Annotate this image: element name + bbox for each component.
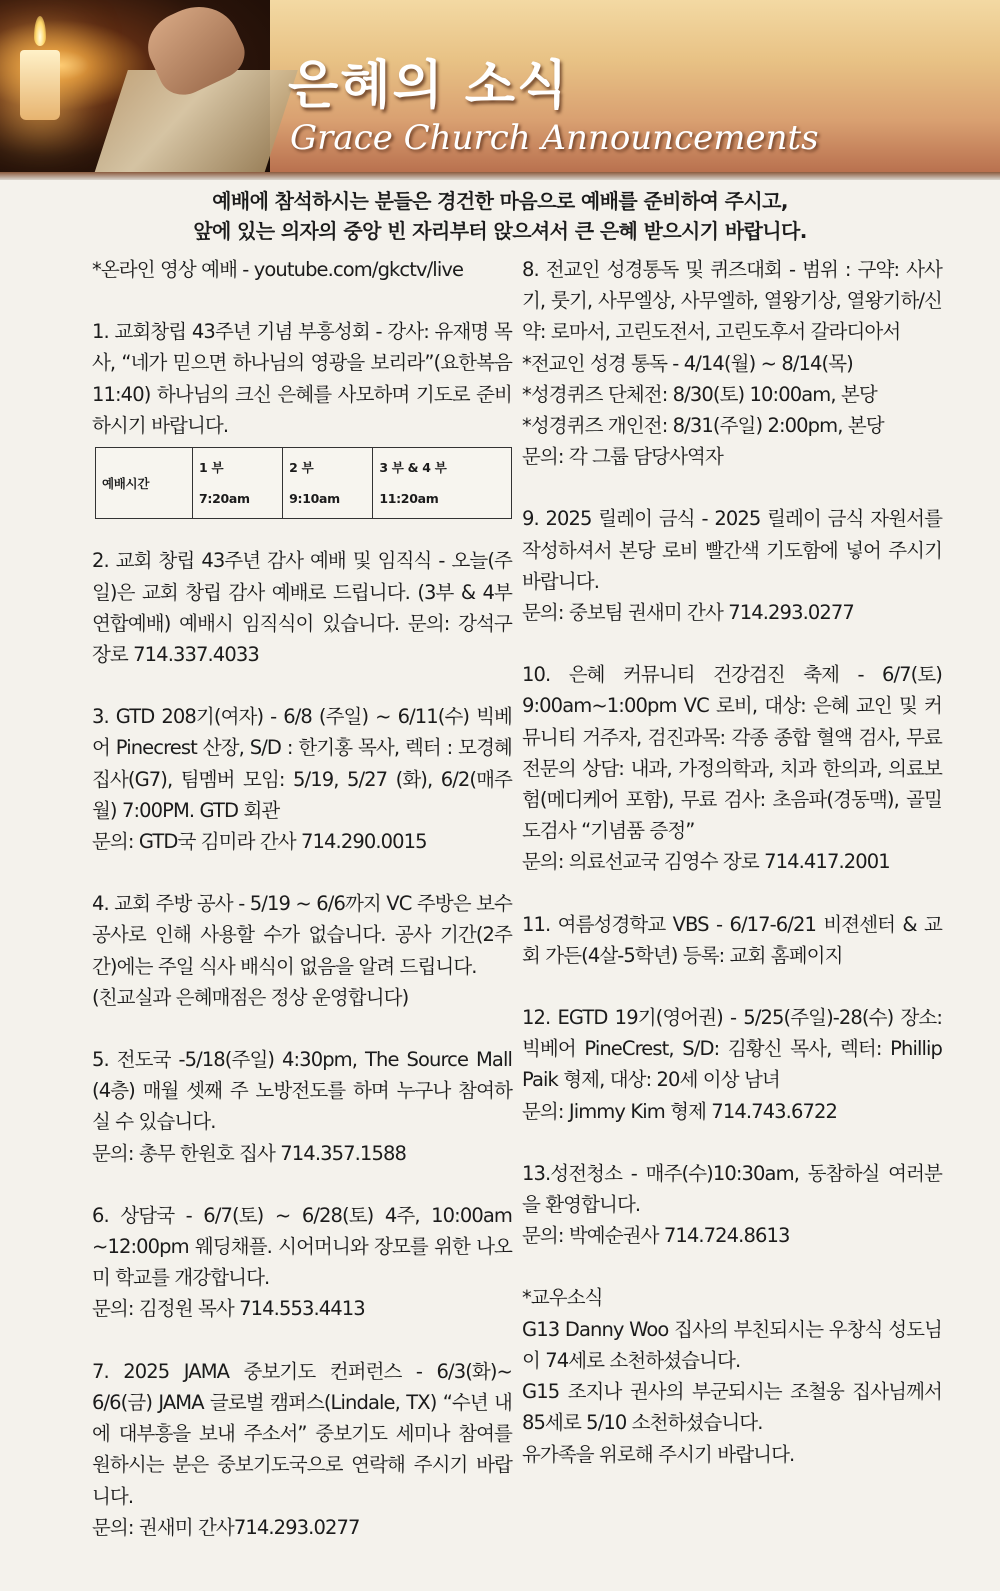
announcement-8: 8. 전교인 성경통독 및 퀴즈대회 - 범위 : 구약: 사사기, 룻기, 사무엘상, 사무엘하, 열왕기상, 열왕기하/신약: 로마서, 고린도전서, 고린도후서 갈라디아서 xyxy=(522,258,942,344)
page-title: 은혜의 소식 xyxy=(288,56,570,116)
announcement-8-reading: *전교인 성경 통독 - 4/14(월) ~ 8/14(목) xyxy=(522,351,853,375)
announcement-4: 4. 교회 주방 공사 - 5/19 ~ 6/6까지 VC 주방은 보수공사로 인해 사용할 수가 없습니다. 공사 기간(2주간)에는 주일 식사 배식이 없음을 알려 드립니다. xyxy=(92,892,512,978)
announcement-7-contact: 문의: 권새미 간사714.293.0277 xyxy=(92,1515,360,1539)
candle-icon xyxy=(20,50,60,120)
announcement-5: 5. 전도국 -5/18(주일) 4:30pm, The Source Mall (4층) 매월 셋째 주 노방전도를 하며 누구나 참여하실 수 있습니다. xyxy=(92,1048,512,1134)
intro-message xyxy=(0,186,1000,246)
announcement-13: 13.성전청소 - 매주(수)10:30am, 동참하실 여러분을 환영합니다. xyxy=(522,1161,942,1217)
announcement-11: 11. 여름성경학교 VBS - 6/17-6/21 비젼센터 & 교회 가든(4살-5학년) 등록: 교회 홈페이지 xyxy=(522,912,942,967)
header-banner xyxy=(0,0,1000,172)
announcement-1: 1. 교회창립 43주년 기념 부흥성회 - 강사: 유재명 목사, “네가 믿으면 하나님의 영광을 보리라”(요한복음11:40) 하나님의 크신 은혜를 사모하며 기도로 준비하시기 바랍니다. xyxy=(92,320,512,437)
page-subtitle: Grace Church Announcements xyxy=(290,118,819,158)
flame-icon xyxy=(34,16,46,46)
online-worship: *온라인 영상 예배 - youtube.com/gkctv/live xyxy=(92,258,464,281)
announcement-8-team-quiz: *성경퀴즈 단체전: 8/30(토) 10:00am, 본당 xyxy=(522,382,877,406)
announcement-3: 3. GTD 208기(여자) - 6/8 (주일) ~ 6/11(수) 빅베어 Pinecrest 산장, S/D : 한기홍 목사, 렉터 : 모경혜 집사(G7), 팀멤버 모임: 5/19, 5/27 (화), 6/2(매주 월) 7:00PM. GTD 회관 xyxy=(92,705,512,822)
announcement-7: 7. 2025 JAMA 중보기도 컨퍼런스 - 6/3(화)~ 6/6(금) JAMA 글로벌 캠퍼스(Lindale, TX) “수년 내에 대부흥을 보내 주소서” 중보기도 세미나 참여를 원하시는 분은 중보기도국으로 연락해 주시기 바랍니다. xyxy=(92,1359,512,1508)
schedule-service-3-4: 3 부 & 4 부 11:20am xyxy=(373,448,512,519)
schedule-service-2: 2 부 9:10am xyxy=(283,448,373,519)
schedule-service-1: 1 부 7:20am xyxy=(193,448,283,519)
announcement-12: 12. EGTD 19기(영어권) - 5/25(주일)-28(수) 장소: 빅베어 PineCrest, S/D: 김황신 목사, 렉터: Phillip Paik 형제, 대상: 20세 이상 남녀 xyxy=(522,1006,942,1092)
announcement-9: 9. 2025 릴레이 금식 - 2025 릴레이 금식 자원서를 작성하셔서 본당 로비 빨간색 기도함에 넣어 주시기 바랍니다. xyxy=(522,507,942,593)
right-column xyxy=(522,254,942,1470)
announcement-6: 6. 상담국 - 6/7(토) ~ 6/28(토) 4주, 10:00am ~12:00pm 웨딩채플. 시어머니와 장모를 위한 나오미 학교를 개강합니다. xyxy=(92,1203,512,1290)
announcement-8-contact: 문의: 각 그룹 담당사역자 xyxy=(522,445,723,469)
intro-line-2: 앞에 있는 의자의 중앙 빈 자리부터 앉으셔서 큰 은혜 받으시기 바랍니다. xyxy=(193,219,807,243)
intro-line-1: 예배에 참석하시는 분들은 경건한 마음으로 예배를 준비하여 주시고, xyxy=(212,189,788,213)
schedule-label: 예배시간 xyxy=(96,448,193,519)
worship-schedule-table xyxy=(95,447,512,519)
announcement-5-contact: 문의: 총무 한원호 집사 714.357.1588 xyxy=(92,1141,406,1165)
announcement-10-contact: 문의: 의료선교국 김영수 장로 714.417.2001 xyxy=(522,850,890,874)
announcement-3-contact: 문의: GTD국 김미라 간사 714.290.0015 xyxy=(92,830,427,854)
announcement-13-contact: 문의: 박예순권사 714.724.8613 xyxy=(522,1224,790,1248)
member-news-title: *교우소식 xyxy=(522,1286,603,1310)
announcement-6-contact: 문의: 김정원 목사 714.553.4413 xyxy=(92,1297,365,1321)
left-column xyxy=(92,254,512,1543)
header-divider xyxy=(0,172,1000,180)
candle-prayer-photo xyxy=(0,0,270,172)
announcement-10: 10. 은혜 커뮤니티 건강검진 축제 - 6/7(토) 9:00am~1:00pm VC 로비, 대상: 은혜 교인 및 커뮤니티 거주자, 검진과목: 각종 종합 혈액 검사, 무료 전문의 상담: 내과, 가정의학과, 치과 한의과, 의료보험(메디케어 포함), 무료 검사: 초음파(경동맥), 골밀도검사 “기념품 증정” xyxy=(522,663,942,843)
announcement-2: 2. 교회 창립 43주년 감사 예배 및 임직식 - 오늘(주일)은 교회 창립 감사 예배로 드립니다. (3부 & 4부 연합예배) 예배시 임직식이 있습니다. 문의: 강석구 장로 714.337.4033 xyxy=(92,549,512,667)
announcement-12-contact: 문의: Jimmy Kim 형제 714.743.6722 xyxy=(522,1099,837,1123)
announcement-8-individual-quiz: *성경퀴즈 개인전: 8/31(주일) 2:00pm, 본당 xyxy=(522,414,884,438)
member-news-1: G13 Danny Woo 집사의 부친되시는 우창식 성도님이 74세로 소천하셨습니다. xyxy=(522,1317,942,1372)
member-news-2: G15 조지나 권사의 부군되시는 조철웅 집사님께서 85세로 5/10 소천하셨습니다. xyxy=(522,1380,942,1435)
member-news-3: 유가족을 위로해 주시기 바랍니다. xyxy=(522,1442,795,1466)
announcement-9-contact: 문의: 중보팀 권새미 간사 714.293.0277 xyxy=(522,601,854,625)
announcement-4-note: (친교실과 은혜매점은 정상 운영합니다) xyxy=(92,985,409,1009)
